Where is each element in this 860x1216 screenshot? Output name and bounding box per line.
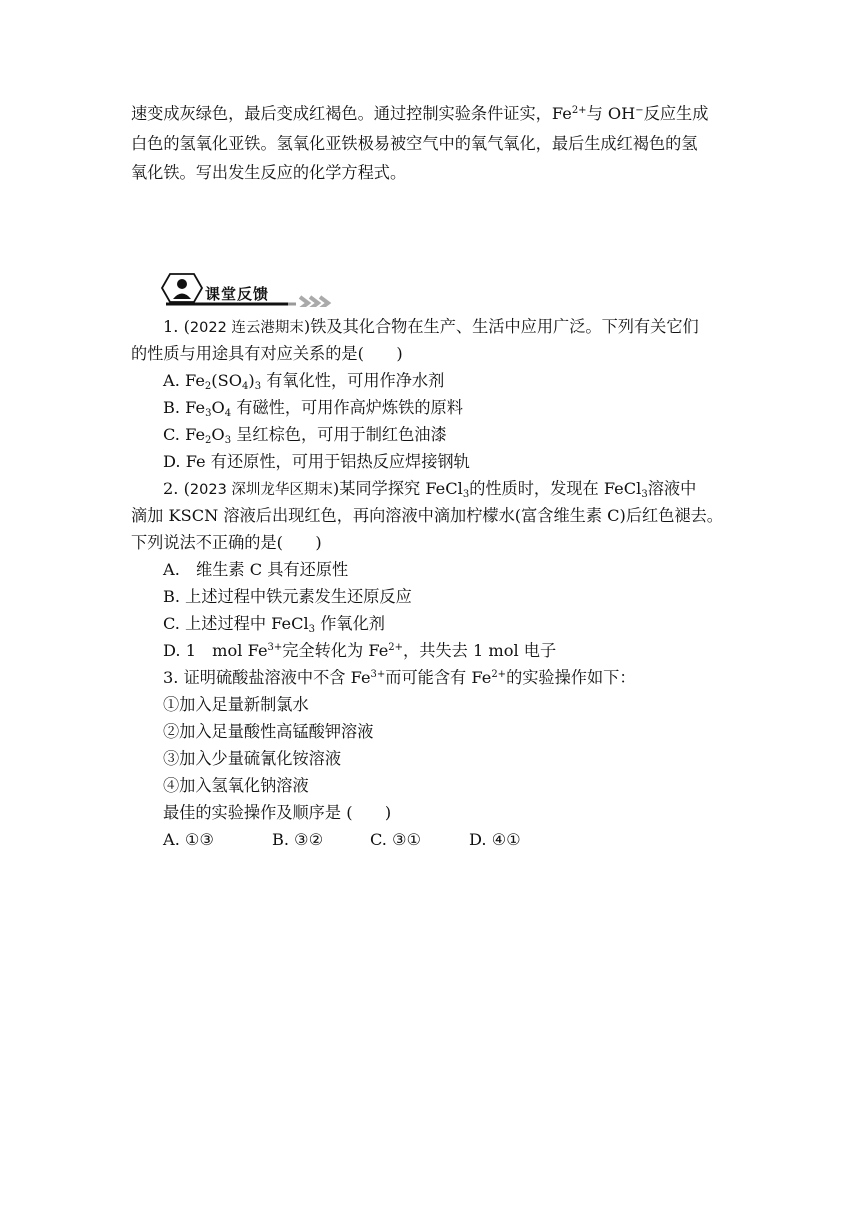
q3-option-a: A. ①③ [163,830,215,849]
q3-step-3: ③加入少量硫氰化铵溶液 [163,749,342,768]
q2-stem-line-2: 滴加 KSCN 溶液后出现红色，再向溶液中滴加柠檬水(富含维生素 C)后红色褪去。 [131,506,723,525]
q1-option-a: A. $Fe_2(SO_4)_3$ 有氧化性，可用作净水剂 [163,371,445,392]
q2-option-b: B. 上述过程中铁元素发生还原反应 [163,587,412,606]
section-title: 课堂反馈 [205,285,270,303]
q1-stem-line-2: 的性质与用途具有对应关系的是( ) [131,344,403,363]
q1-option-d: D. Fe 有还原性，可用于铝热反应焊接钢轨 [163,452,470,471]
q2-option-a: A. 维生素 C 具有还原性 [163,560,349,579]
q3-option-d: D. ④① [469,830,521,849]
intro-line-1: 速变成灰绿色，最后变成红褐色。通过控制实验条件证实，$Fe^{2+}$与 OH−反应生成 [131,104,709,123]
q3-option-b: B. ③② [272,830,324,849]
q1-stem-line-1: 1. (2022 连云港期末)铁及其化合物在生产、生活中应用广泛。下列有关它们 [163,317,699,336]
section-banner [158,271,334,307]
q3-step-2: ②加入足量酸性高锰酸钾溶液 [163,722,374,741]
q3-option-c: C. ③① [370,830,422,849]
q3-ask: 最佳的实验操作及顺序是 ( ) [163,803,392,822]
q1-option-c: C. $Fe_2O_3$ 呈红棕色，可用于制红色油漆 [163,425,447,446]
q3-stem: 3. 证明硫酸盐溶液中不含 $Fe^{3+}$而可能含有 $Fe^{2+}$的实验操作如下： [163,668,636,687]
q2-option-d: D. 1 mol $Fe^{3+}$完全转化为 $Fe^{2+}$，共失去 1 mol 电子 [163,641,557,660]
q3-step-4: ④加入氢氧化钠溶液 [163,776,309,795]
q2-stem-line-1: 2. (2023 深圳龙华区期末)某同学探究 FeCl$_3$的性质时，发现在 FeCl$_3$溶液中 [163,479,697,500]
intro-line-2: 白色的氢氧化亚铁。氢氧化亚铁极易被空气中的氧气氧化，最后生成红褐色的氢 [131,134,698,153]
q2-stem-line-3: 下列说法不正确的是( ) [131,533,322,552]
q2-option-c: C. 上述过程中 FeCl$_3$ 作氧化剂 [163,614,385,635]
q1-option-b: B. $Fe_3O_4$ 有磁性，可用作高炉炼铁的原料 [163,398,463,419]
intro-line-3: 氧化铁。写出发生反应的化学方程式。 [131,163,407,182]
q3-step-1: ①加入足量新制氯水 [163,695,309,714]
